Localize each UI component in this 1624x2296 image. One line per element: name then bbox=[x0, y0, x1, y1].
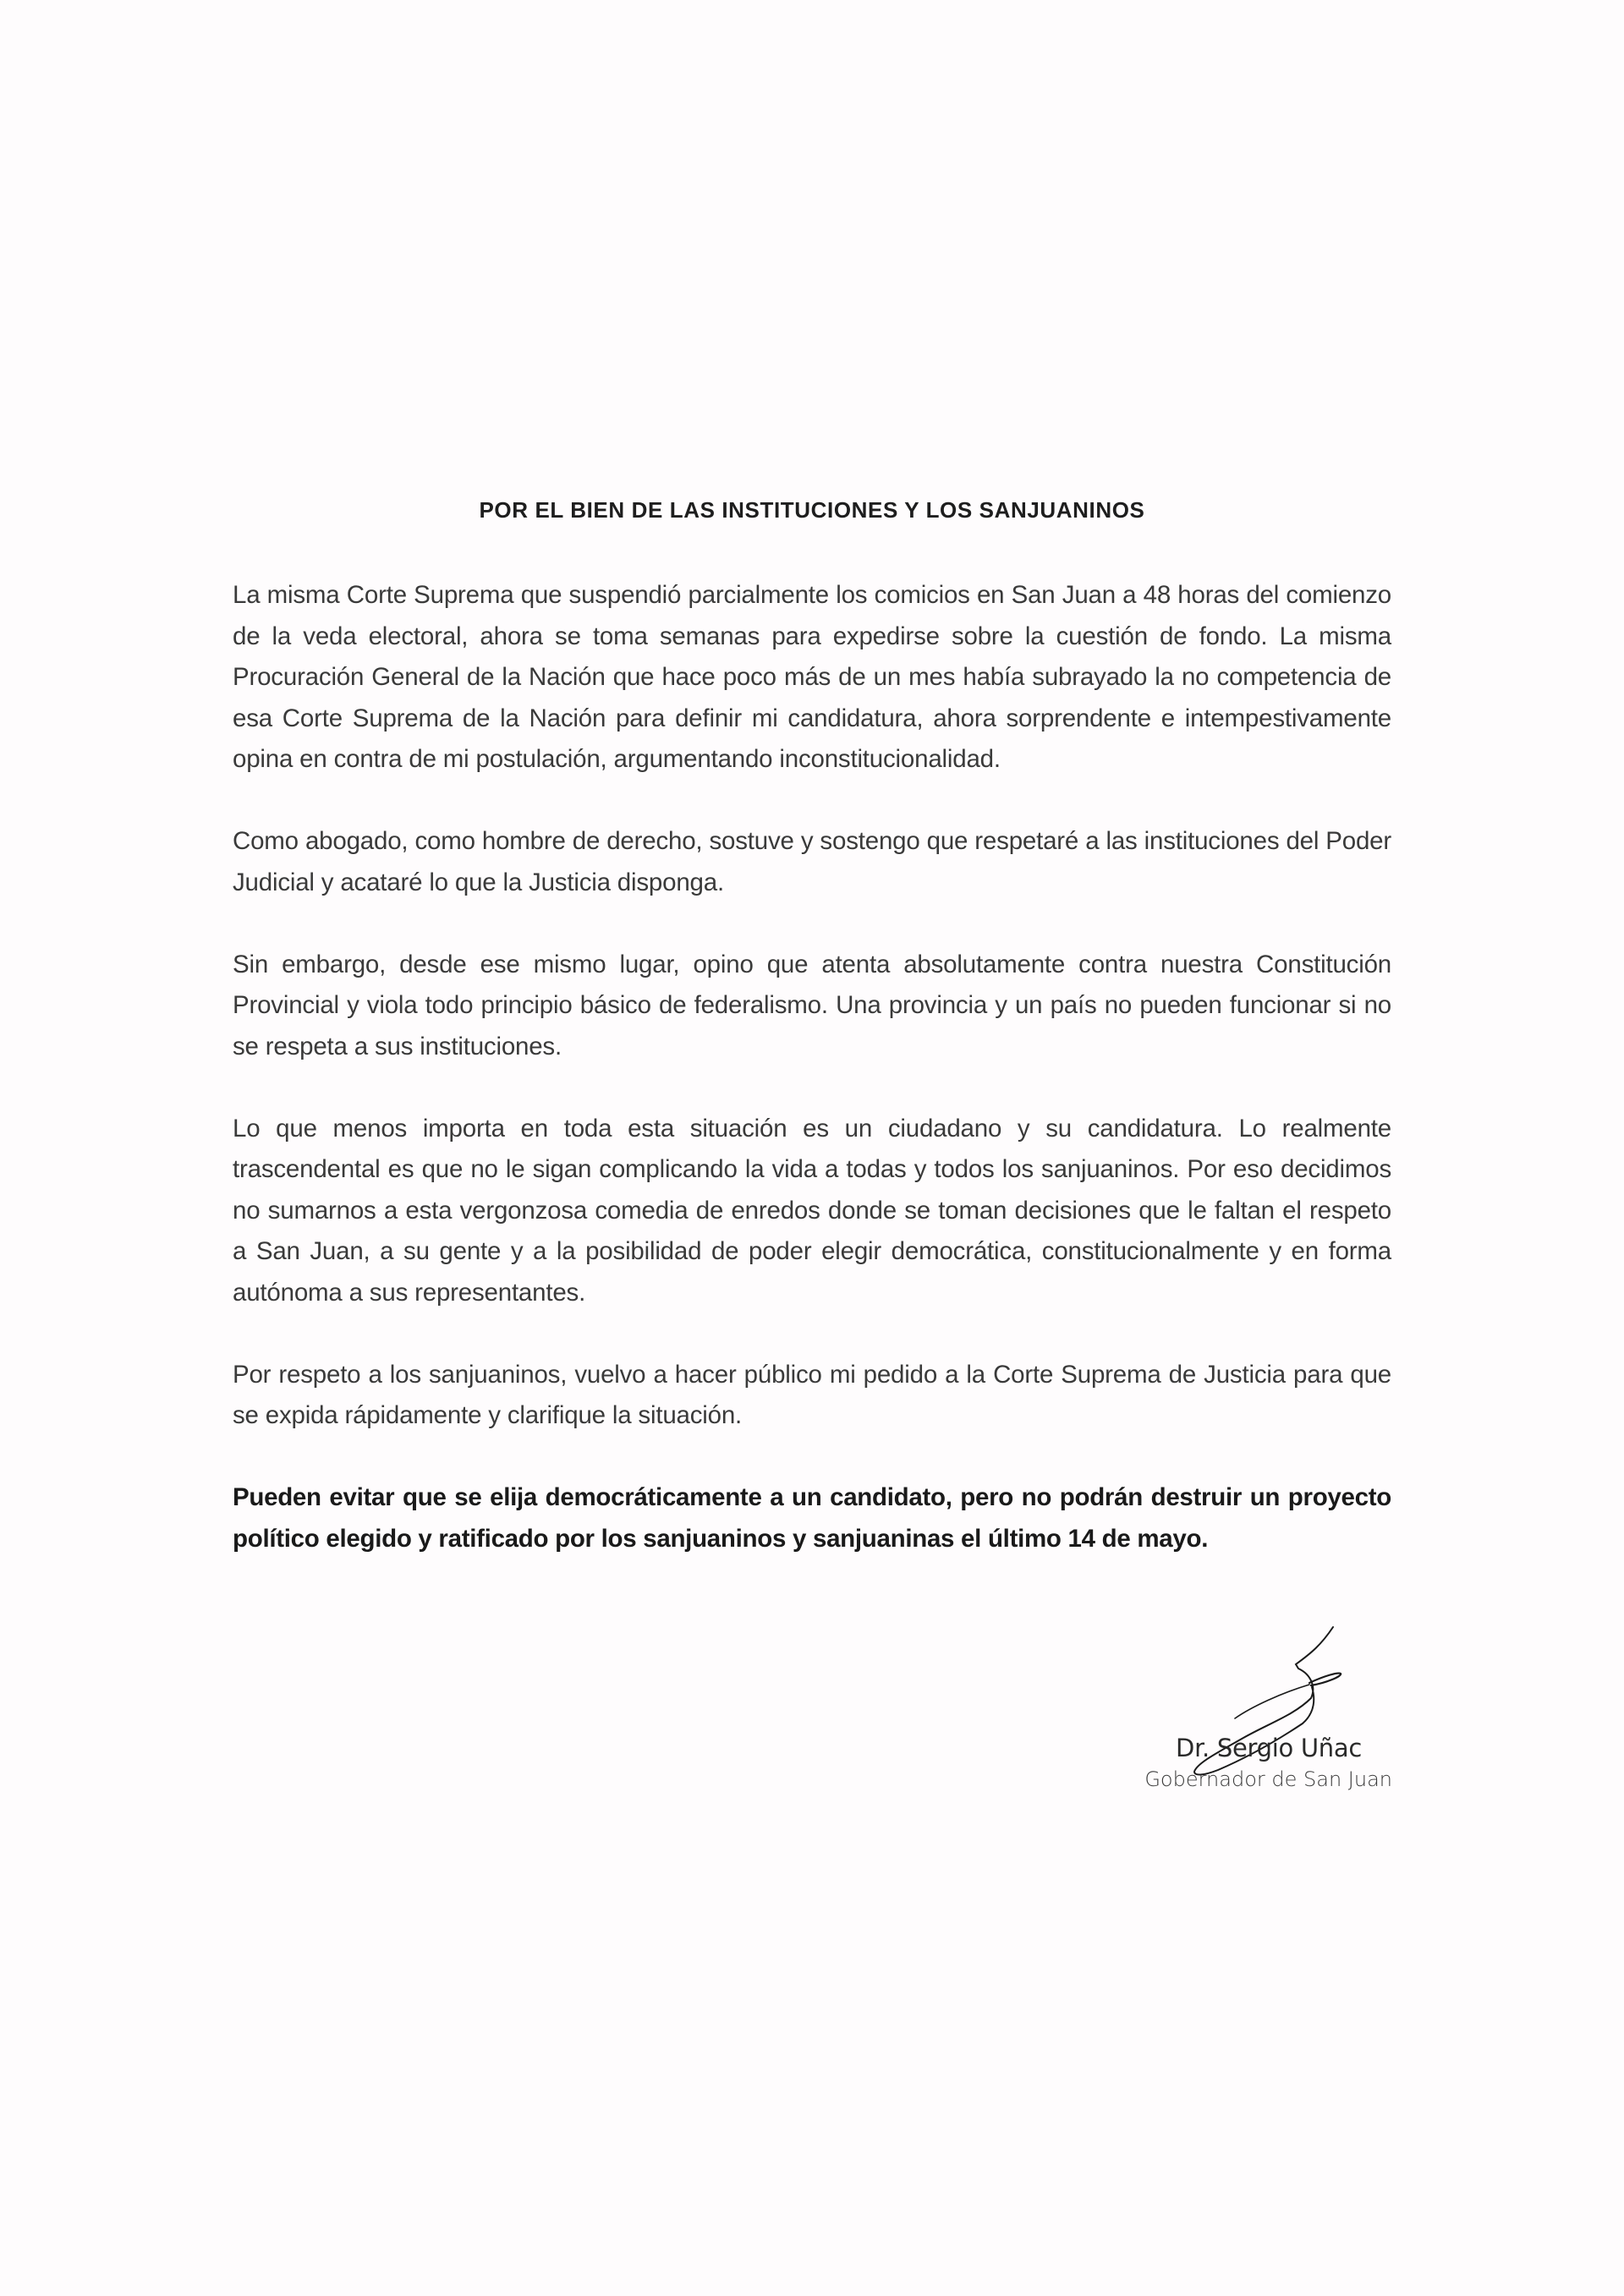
signatory-role: Gobernador de San Juan bbox=[1144, 1767, 1392, 1791]
document-body bbox=[233, 575, 1391, 1601]
closing-statement: Pueden evitar que se elija democráticamente a un candidato, pero no podrán destruir un proyecto político elegido y ratificado por los sanjuaninos y sanjuaninas el último 14 de mayo. bbox=[233, 1483, 1391, 1553]
signatory-name: Dr. Sergio Uñac bbox=[1176, 1734, 1362, 1762]
paragraph-4: Lo que menos importa en toda esta situación es un ciudadano y su candidatura. Lo realmente trascendental es que no le sigan complicando la vida a todas y todos los sanjuaninos. Por eso decidimos no sumarnos a esta vergonzosa comedia de enredos donde se toman decisiones que le faltan el respeto a San Juan, a su gente y a la posibilidad de poder elegir democrática, constitucionalmente y en forma autónoma a sus representantes. bbox=[233, 1114, 1391, 1307]
document-title: POR EL BIEN DE LAS INSTITUCIONES Y LOS SANJUANINOS bbox=[479, 497, 1145, 523]
paragraph-1: La misma Corte Suprema que suspendió parcialmente los comicios en San Juan a 48 horas del comienzo de la veda electoral, ahora se toma semanas para expedirse sobre la cuestión de fondo. La misma Procuración General de la Nación que hace poco más de un mes había subrayado la no competencia de esa Corte Suprema de la Nación para definir mi candidatura, ahora sorprendente e intempestivamente opina en contra de mi postulación, argumentando inconstitucionalidad. bbox=[233, 581, 1391, 773]
paragraph-2: Como abogado, como hombre de derecho, sostuve y sostengo que respetaré a las instituciones del Poder Judicial y acataré lo que la Justicia disponga. bbox=[233, 827, 1391, 896]
signature-block bbox=[1100, 1607, 1438, 1810]
paragraph-5: Por respeto a los sanjuaninos, vuelvo a hacer público mi pedido a la Corte Suprema de Justicia para que se expida rápidamente y clarifique la situación. bbox=[233, 1360, 1391, 1429]
paragraph-3: Sin embargo, desde ese mismo lugar, opino que atenta absolutamente contra nuestra Constitución Provincial y viola todo principio básico de federalismo. Una provincia y un país no pueden funcionar si no se respeta a sus instituciones. bbox=[233, 950, 1391, 1060]
